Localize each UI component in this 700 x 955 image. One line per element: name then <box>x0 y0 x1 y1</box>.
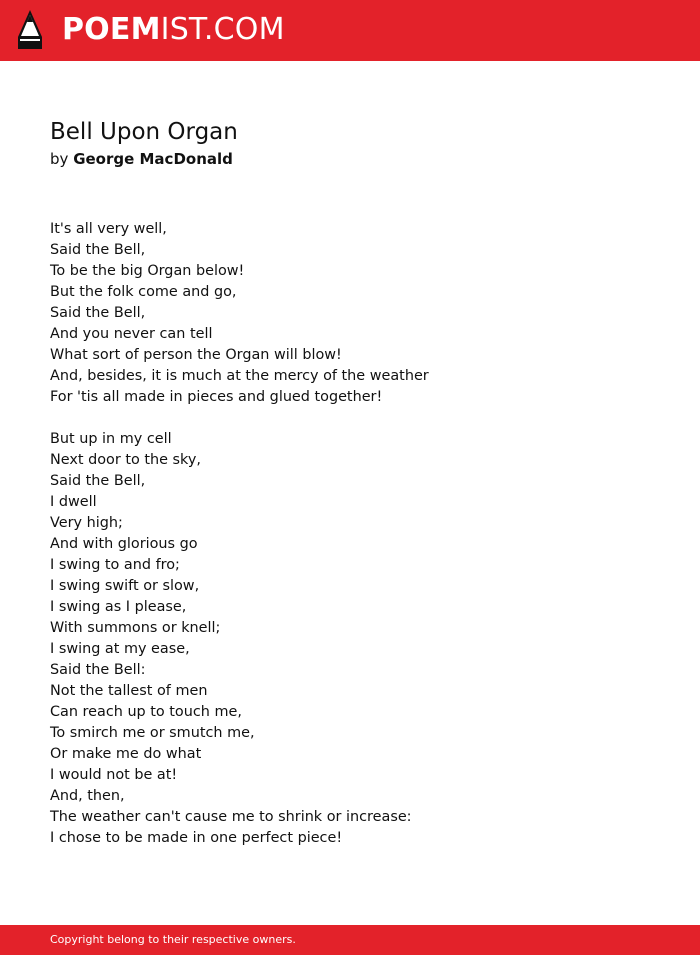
poem-line: I swing as I please, <box>50 599 187 615</box>
poem-line: Next door to the sky, <box>50 452 201 468</box>
poem-line: To be the big Organ below! <box>50 263 245 279</box>
poem-body <box>50 219 670 870</box>
stanza <box>50 429 670 849</box>
author-name: George MacDonald <box>73 150 233 168</box>
poem-line: I swing to and fro; <box>50 557 180 573</box>
poem-line: With summons or knell; <box>50 620 221 636</box>
footer-bar <box>0 925 700 955</box>
poem-line: I swing swift or slow, <box>50 578 200 594</box>
poem-line: I dwell <box>50 494 97 510</box>
poem-line: And you never can tell <box>50 326 213 342</box>
poem-line: Said the Bell, <box>50 473 146 489</box>
poem-line: But the folk come and go, <box>50 284 237 300</box>
poem-line: I would not be at! <box>50 767 178 783</box>
pencil-tip-icon <box>16 9 44 51</box>
header-bar <box>0 0 700 61</box>
poem-line: Said the Bell: <box>50 662 146 678</box>
poem-line: It's all very well, <box>50 221 167 237</box>
poem-line: Not the tallest of men <box>50 683 208 699</box>
poem-line: Said the Bell, <box>50 242 146 258</box>
poem-line: Said the Bell, <box>50 305 146 321</box>
brand-bold: POEM <box>62 12 161 47</box>
poem-line: The weather can't cause me to shrink or increase: <box>50 809 412 825</box>
poem-line: I swing at my ease, <box>50 641 190 657</box>
site-logo[interactable] <box>62 10 285 50</box>
poem-line: I chose to be made in one perfect piece! <box>50 830 343 846</box>
poem-line: But up in my cell <box>50 431 172 447</box>
poem-title: Bell Upon Organ <box>50 119 238 145</box>
poem-line: And, besides, it is much at the mercy of the weather <box>50 368 429 384</box>
poem-line: Or make me do what <box>50 746 202 762</box>
poem-line: For 'tis all made in pieces and glued together! <box>50 389 383 405</box>
poem-line: Very high; <box>50 515 123 531</box>
byline <box>50 148 233 170</box>
poem-line: And, then, <box>50 788 125 804</box>
by-label: by <box>50 150 69 168</box>
brand-light: IST.COM <box>160 12 285 47</box>
poem-line: What sort of person the Organ will blow! <box>50 347 342 363</box>
poem-line: And with glorious go <box>50 536 198 552</box>
poem-line: To smirch me or smutch me, <box>50 725 255 741</box>
poem-line: Can reach up to touch me, <box>50 704 242 720</box>
copyright-text: Copyright belong to their respective owners. <box>50 933 296 946</box>
stanza <box>50 219 670 408</box>
